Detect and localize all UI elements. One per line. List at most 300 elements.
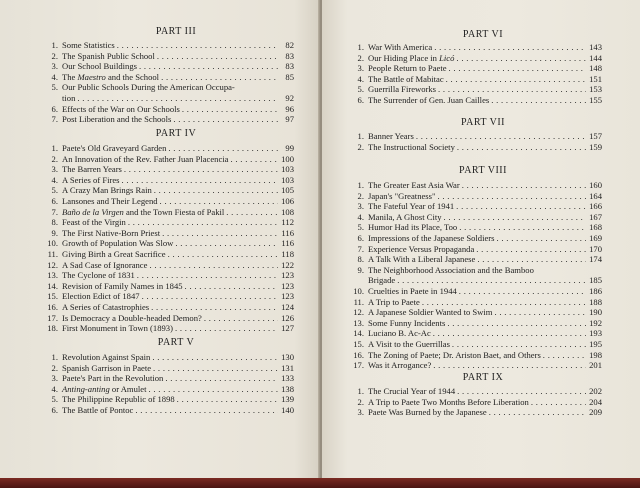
leader-dots [137,270,278,281]
entry-title: The Barren Years [62,164,122,175]
entry-title: Effects of the War on Our Schools [62,103,180,114]
entry-page: 157 [589,131,602,141]
entry-page: 85 [285,71,294,82]
entry-page: 153 [589,84,602,95]
toc-entry [348,222,602,233]
entry-title: Paete Was Burned by the Japanese [368,407,487,418]
entry-title: Some Statistics [62,40,115,50]
toc-entry [348,244,602,255]
entry-title: The Cyclone of 1831 [62,270,135,281]
leader-dots [434,42,586,53]
entry-title: A Series of Fires [62,174,120,185]
entry-page: 155 [589,94,602,105]
entry-title: Impressions of the Japanese Soldiers [368,232,495,243]
entry-page: 170 [589,243,602,254]
toc-entry [42,384,294,395]
entry-page: 138 [281,383,294,394]
leader-dots [122,175,278,186]
entry-page: 123 [281,280,294,291]
entry-number: 15. [353,338,364,349]
leader-dots [456,201,586,212]
entry-title: The Spanish Public School [62,50,155,61]
toc-entry [42,238,294,249]
entry-page: 167 [589,211,602,222]
toc-entry [348,407,602,418]
entry-title: Revision of Family Names in 1845 [62,280,183,291]
toc-entry [348,131,602,142]
leader-dots [444,212,586,223]
toc-entry [348,254,602,265]
entry-title: The Instructional Society [368,141,455,152]
toc-entry [348,95,602,106]
entry-page: 97 [285,114,294,125]
leader-dots [491,95,586,106]
leader-dots [477,254,586,265]
entry-title: Our Public Schools During the American Occupa- [62,82,235,93]
entry-title: A Crazy Man Brings Rain [62,185,152,196]
entry-page: 105 [281,185,294,196]
entry-title: Giving Birth a Great Sacrifice [62,248,166,259]
leader-dots [139,61,278,72]
leader-dots [185,281,278,292]
entry-number: 11. [353,296,364,307]
toc-entry [348,53,602,64]
entry-number: 5. [51,394,58,405]
entry-page: 195 [589,338,602,349]
toc-entry [42,164,294,175]
entry-number: 2. [357,396,364,407]
entry-number: 8. [357,254,364,265]
leader-dots [497,233,587,244]
leader-dots [446,74,586,85]
entry-page: 83 [285,50,294,61]
leader-dots [151,302,278,313]
toc-entry [348,360,602,371]
entry-number: 2. [357,141,364,152]
entry-page: 122 [281,259,294,270]
entry-title: The Fateful Year of 1941 [368,201,455,212]
entry-number: 12. [353,307,364,318]
toc-entry [42,196,294,207]
leader-dots [456,53,586,64]
entry-title: A Series of Catastrophies [62,301,150,312]
entry-title: Our Hiding Place in Licó [368,52,455,63]
entry-title: Anting-anting or Amulet [62,383,147,394]
entry-page: 185 [589,275,602,286]
entry-number: 6. [357,94,364,105]
leader-dots [135,405,278,416]
entry-number: 14. [353,328,364,339]
part-title: PART VI [462,29,504,40]
leader-dots [173,114,278,125]
entry-title: The Neighborhood Association and the Bamboo [368,264,534,275]
toc-entry [348,386,602,397]
toc-entry [348,318,602,329]
entry-page: 92 [285,92,294,103]
entry-title: Banner Years [368,131,414,141]
entry-number: 17. [353,360,364,371]
toc-entry [348,297,602,308]
leader-dots [462,180,586,191]
entry-title: Guerrilla Fireworks [368,84,437,95]
toc-list [42,352,294,416]
entry-title: A Japanese Soldier Wanted to Swim [368,307,493,318]
toc-entry [42,207,294,218]
leader-dots [182,104,278,115]
leader-dots [162,228,278,239]
entry-title: The Maestro and the School [62,71,160,82]
leader-dots [77,93,278,104]
entry-page: 126 [281,312,294,323]
entry-title-continued: Brigade [368,275,396,286]
entry-title: Manila, A Ghost City [368,211,442,222]
entry-title: The Battle of Pontoc [62,404,134,415]
entry-page: 188 [589,296,602,307]
entry-page: 100 [281,153,294,164]
entry-title: First Monument in Town (1893) [62,323,173,334]
entry-number: 16. [353,349,364,360]
leader-dots [128,217,278,228]
entry-number: 5. [357,222,364,233]
toc-entry-continuation [348,275,602,286]
entry-page: 96 [285,103,294,114]
entry-title: A Visit to the Guerrillas [368,338,450,349]
part-title: PART III [155,26,197,37]
entry-page: 140 [281,404,294,415]
leader-dots [231,154,279,165]
entry-page: 164 [589,190,602,201]
toc-list [42,40,294,125]
entry-number: 4. [51,174,58,185]
entry-title: Growth of Population Was Slow [62,238,174,249]
leader-dots [175,238,278,249]
toc-list [348,386,602,418]
toc-entry [42,270,294,281]
entry-number: 1. [357,180,364,190]
toc-entry [348,42,602,53]
entry-title: Revolution Against Spain [62,352,151,362]
entry-number: 14. [47,280,58,291]
entry-number: 6. [51,103,58,114]
book-cover-edge [0,478,640,488]
leader-dots [165,373,278,384]
leader-dots [459,286,586,297]
toc-entry [42,217,294,228]
toc-entry [348,191,602,202]
toc-entry [42,302,294,313]
entry-number: 11. [47,248,58,259]
toc-entry [42,51,294,62]
leader-dots [149,260,278,271]
leader-dots [476,244,586,255]
entry-page: 201 [589,360,602,371]
entry-title: The Zoning of Paete; Dr. Ariston Baet, and Others [368,349,541,360]
entry-number: 2. [357,52,364,63]
entry-page: 123 [281,270,294,281]
entry-title: People Return to Paete [368,63,447,74]
entry-page: 168 [589,222,602,233]
toc-list [42,143,294,334]
toc-entry [348,307,602,318]
toc-list [348,180,602,371]
entry-page: 198 [589,349,602,360]
entry-title-continued: tion [62,92,76,103]
leader-dots [160,196,278,207]
toc-entry [42,185,294,196]
entry-number: 2. [51,362,58,373]
toc-entry [42,352,294,363]
entry-number: 17. [47,312,58,323]
toc-entry [42,154,294,165]
entry-page: 112 [281,217,294,228]
entry-number: 13. [353,317,364,328]
entry-page: 116 [281,227,294,238]
entry-number: 1. [357,42,364,52]
entry-title: Was it Arrogance? [368,360,432,371]
leader-dots [416,131,586,142]
entry-page: 116 [281,238,294,249]
entry-title: A Talk With a Liberal Japanese [368,254,476,265]
entry-page: 130 [281,352,294,362]
entry-number: 3. [51,164,58,175]
toc-entry [42,291,294,302]
entry-title: Humor Had its Place, Too [368,222,458,233]
entry-number: 1. [357,386,364,396]
entry-page: 169 [589,232,602,243]
entry-page: 190 [589,307,602,318]
entry-number: 4. [51,71,58,82]
toc-entry [42,373,294,384]
entry-page: 106 [281,195,294,206]
part-title: PART VIII [459,165,507,176]
entry-number: 6. [51,195,58,206]
entry-title: Baño de la Virgen and the Town Fiesta of Pakil [62,206,225,217]
entry-title: Post Liberation and the Schools [62,114,172,125]
entry-number: 1. [51,40,58,50]
toc-entry [42,323,294,334]
entry-page: 202 [589,386,602,396]
entry-number: 5. [51,185,58,196]
entry-page: 204 [589,396,602,407]
toc-list [348,131,602,152]
leader-dots [152,352,278,363]
entry-title: A Trip to Paete [368,296,420,307]
entry-indent [42,93,62,104]
leader-dots [447,318,586,329]
toc-entry [42,40,294,51]
entry-number: 6. [51,404,58,415]
entry-number: 18. [47,323,58,334]
entry-number: 4. [357,211,364,222]
entry-title: Some Funny Incidents [368,317,446,328]
entry-number: 1. [357,131,364,141]
toc-entry [42,281,294,292]
leader-dots [438,191,586,202]
leader-dots [168,143,278,154]
entry-page: 127 [281,323,294,334]
entry-number: 12. [47,259,58,270]
toc-entry [42,175,294,186]
entry-number: 13. [47,270,58,281]
leader-dots [397,275,586,286]
leader-dots [157,51,278,62]
entry-title: Cruelties in Paete in 1944 [368,285,457,296]
leader-dots [457,142,586,153]
entry-page: 144 [589,52,602,63]
entry-indent [348,275,368,286]
entry-page: 123 [281,291,294,302]
entry-number: 15. [47,291,58,302]
entry-number: 5. [357,84,364,95]
entry-number: 9. [51,227,58,238]
leader-dots [149,384,278,395]
leader-dots [168,249,278,260]
toc-entry [348,180,602,191]
toc-entry [42,394,294,405]
entry-page: 108 [281,206,294,217]
leader-dots [494,307,586,318]
toc-entry [42,104,294,115]
entry-page: 148 [589,63,602,74]
entry-number: 9. [357,264,364,275]
toc-entry [42,82,294,93]
entry-page: 82 [285,40,294,50]
entry-title: Japan's "Greatness" [368,190,436,201]
part-title: PART VII [460,117,506,128]
entry-page: 83 [285,61,294,72]
entry-title: The Greater East Asia War [368,180,460,190]
leader-dots [226,207,278,218]
entry-number: 3. [357,407,364,418]
toc-entry [348,265,602,276]
leader-dots [543,350,586,361]
entry-page: 99 [285,143,294,153]
leader-dots [438,84,586,95]
leader-dots [117,40,278,51]
entry-page: 103 [281,174,294,185]
leader-dots [531,397,586,408]
entry-page: 103 [281,164,294,175]
entry-number: 10. [47,238,58,249]
entry-number: 16. [47,301,58,312]
entry-page: 186 [589,285,602,296]
entry-page: 160 [589,180,602,190]
entry-number: 6. [357,232,364,243]
entry-page: 151 [589,73,602,84]
toc-entry [348,286,602,297]
toc-entry [348,74,602,85]
entry-title: The First Native-Born Priest [62,227,161,238]
entry-page: 143 [589,42,602,52]
entry-title: A Sad Case of Ignorance [62,259,148,270]
entry-title: The Crucial Year of 1944 [368,386,456,396]
entry-title: A Trip to Paete Two Months Before Liberation [368,396,529,407]
entry-page: 159 [589,141,602,152]
entry-number: 4. [51,383,58,394]
toc-entry [348,328,602,339]
entry-title: The Philippine Republic of 1898 [62,394,175,405]
leader-dots [142,291,278,302]
entry-page: 192 [589,317,602,328]
leader-dots [154,185,278,196]
entry-title: Election Edict of 1847 [62,291,140,302]
toc-entry [348,201,602,212]
entry-number: 3. [357,63,364,74]
toc-entry [348,212,602,223]
entry-title: Paete's Part in the Revolution [62,373,164,384]
entry-page: 133 [281,373,294,384]
entry-number: 1. [51,143,58,153]
toc-entry [42,405,294,416]
entry-title: Luciano B. Ac-Ac [368,328,431,339]
toc-entry-continuation [42,93,294,104]
entry-title: Spanish Garrison in Paete [62,362,152,373]
entry-number: 5. [51,82,58,93]
entry-title: Our School Buildings [62,61,137,72]
entry-title: Is Democracy a Double-headed Demon? [62,312,202,323]
entry-number: 3. [357,201,364,212]
entry-page: 139 [281,394,294,405]
toc-entry [348,397,602,408]
entry-title: Experience Versus Propaganda [368,243,475,254]
leader-dots [452,339,586,350]
toc-entry [348,63,602,74]
leader-dots [449,63,586,74]
entry-page: 118 [281,248,294,259]
entry-number: 8. [51,217,58,228]
leader-dots [433,360,586,371]
entry-number: 10. [353,285,364,296]
toc-entry [42,313,294,324]
toc-entry [42,114,294,125]
toc-entry [348,142,602,153]
toc-entry [348,339,602,350]
entry-number: 7. [51,206,58,217]
entry-number: 2. [357,190,364,201]
entry-number: 4. [357,73,364,84]
leader-dots [175,323,278,334]
toc-list [348,42,602,106]
entry-page: 166 [589,201,602,212]
entry-number: 3. [51,61,58,72]
leader-dots [124,164,278,175]
toc-entry [348,84,602,95]
entry-page: 131 [281,362,294,373]
entry-number: 2. [51,153,58,164]
entry-title: The Surrender of Gen. Juan Cailles [368,94,490,105]
leader-dots [422,297,586,308]
toc-entry [42,61,294,72]
toc-entry [42,249,294,260]
part-title: PART V [157,337,195,348]
toc-entry [42,143,294,154]
leader-dots [204,313,278,324]
toc-entry [42,260,294,271]
leader-dots [153,363,278,374]
entry-title: Lansones and Their Legend [62,195,158,206]
toc-entry [348,350,602,361]
part-title: PART IX [462,372,504,383]
leader-dots [177,394,278,405]
entry-number: 1. [51,352,58,362]
toc-entry [42,363,294,374]
leader-dots [459,222,586,233]
entry-title: Feast of the Virgin [62,217,126,228]
leader-dots [161,72,278,83]
entry-number: 7. [51,114,58,125]
leader-dots [489,407,586,418]
entry-number: 2. [51,50,58,61]
